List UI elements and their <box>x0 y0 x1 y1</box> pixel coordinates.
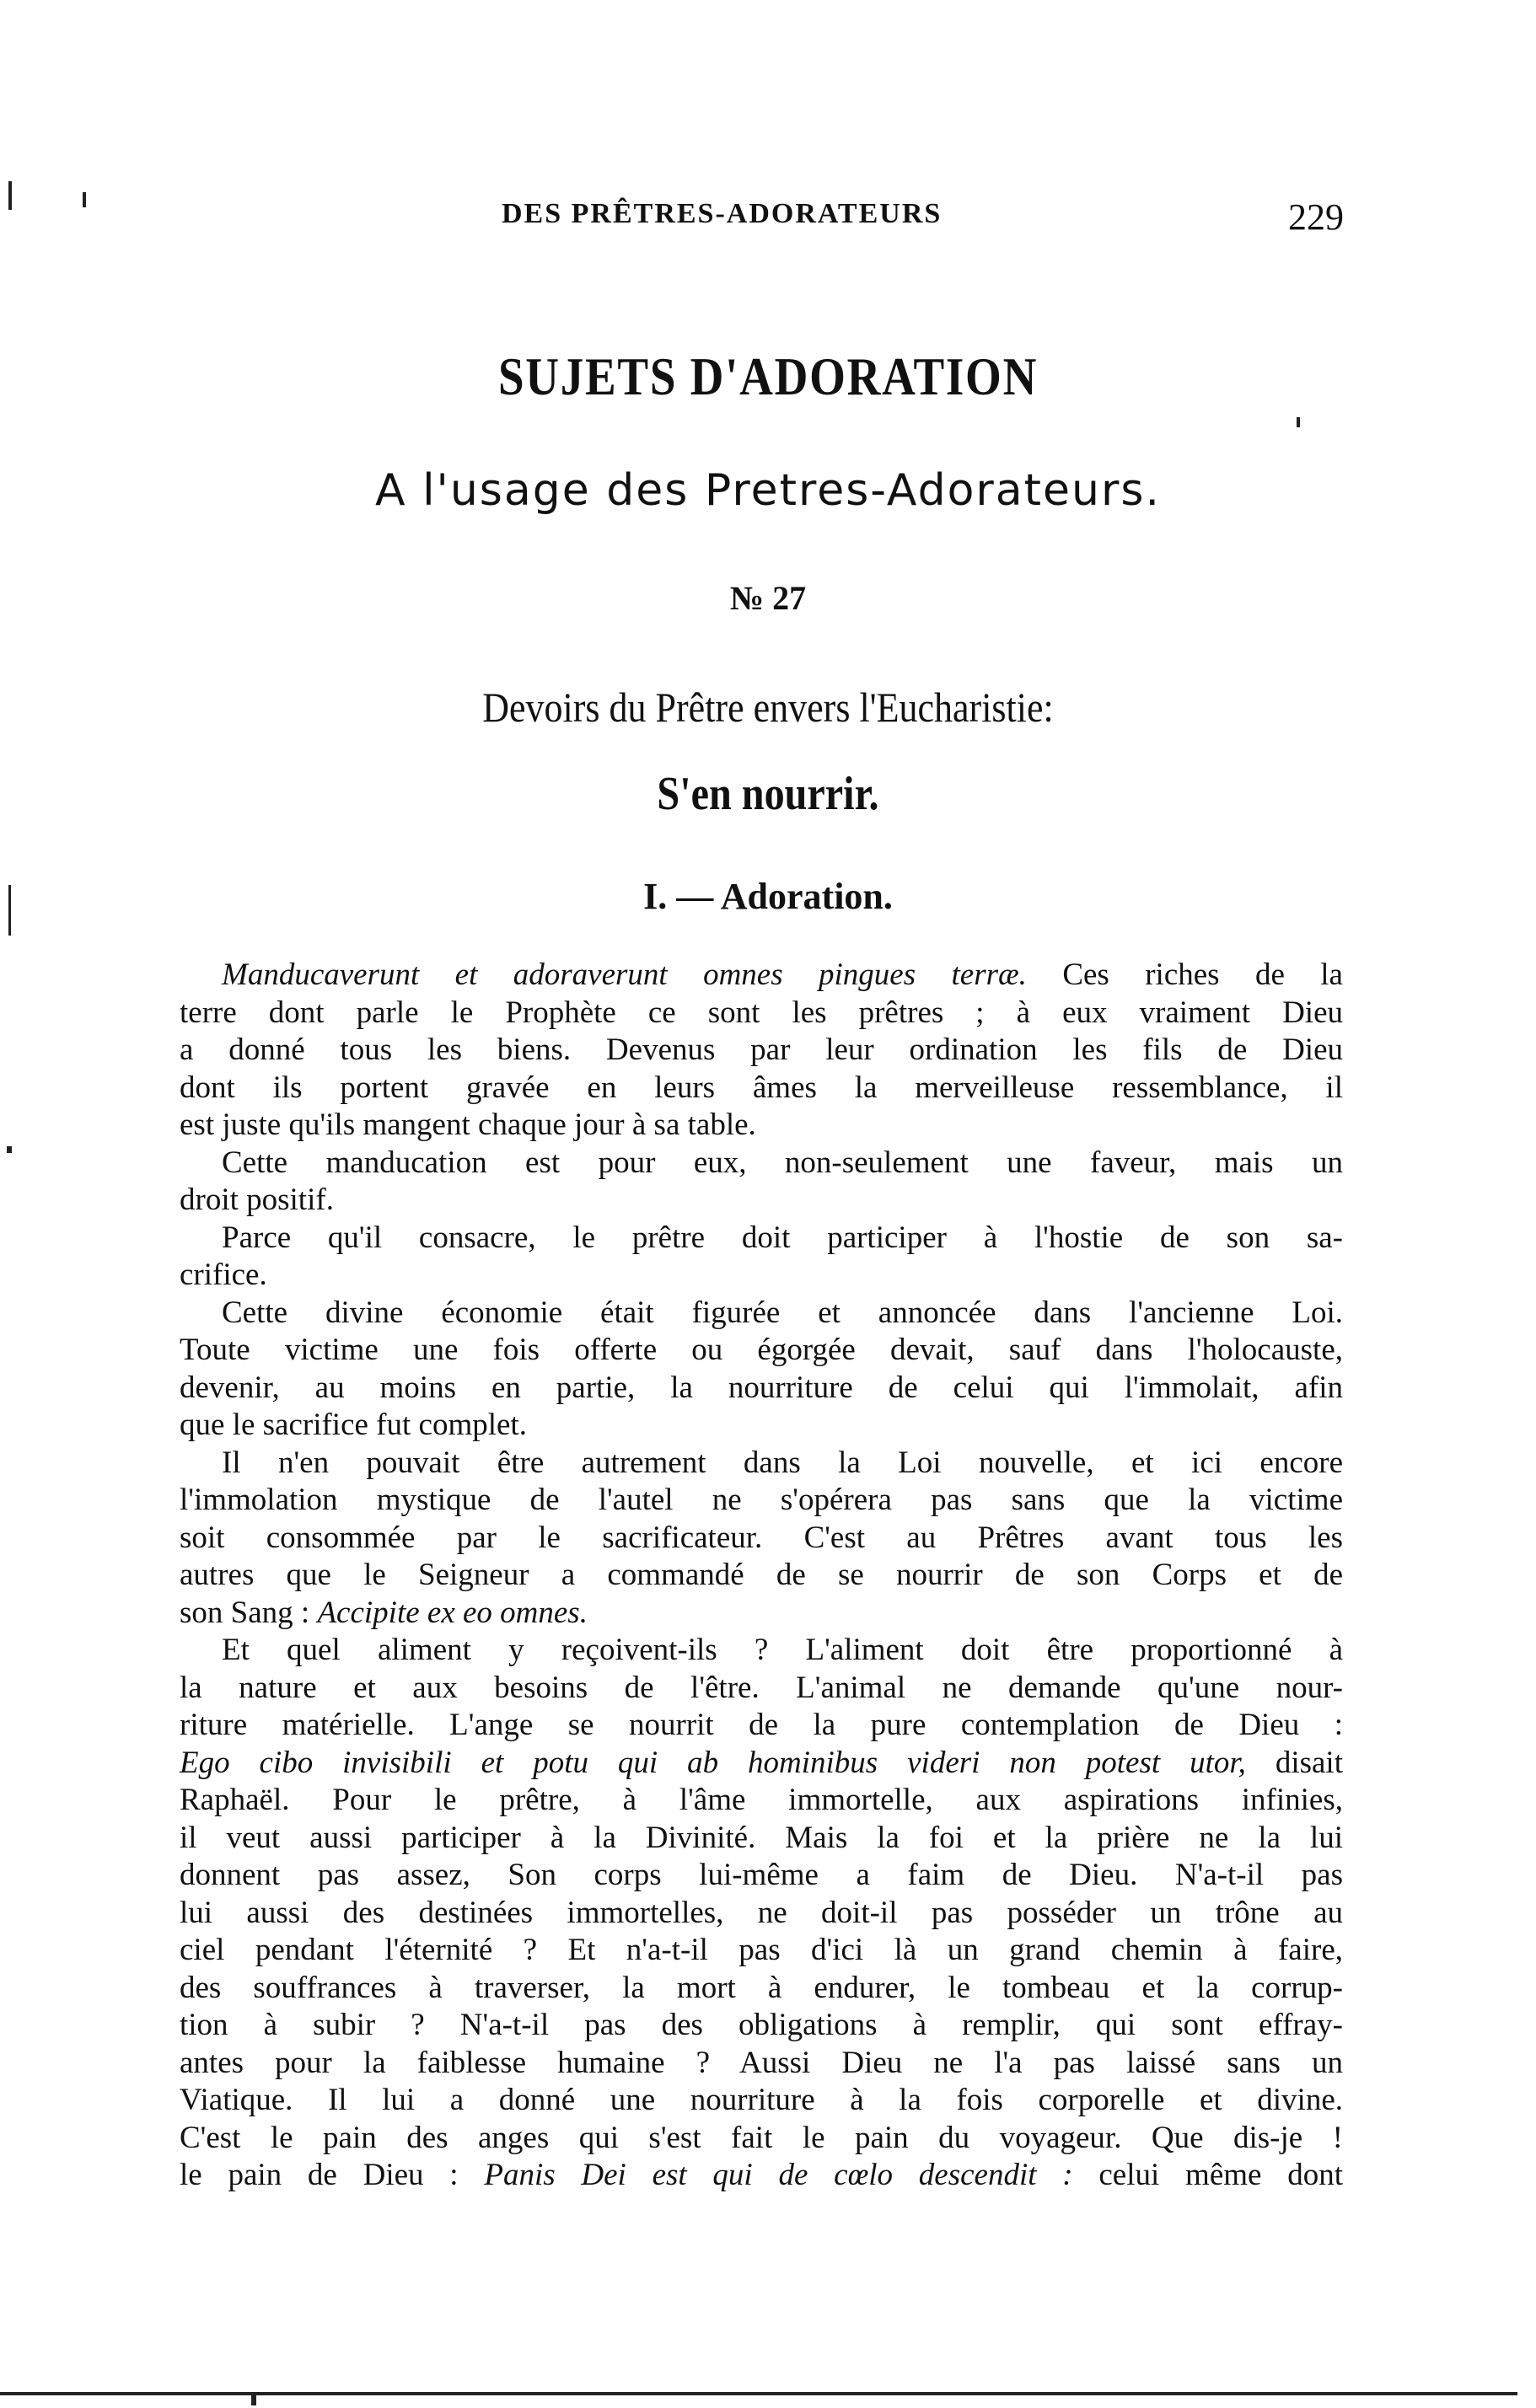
page-title: SUJETS D'ADORATION <box>497 346 1039 406</box>
scan-speck <box>83 192 86 207</box>
text-line <box>180 2157 1343 2195</box>
text-line: Il n'en pouvait être autrement dans la Loi nouvelle, et ici encore <box>222 1445 1343 1480</box>
text-line: crifice. <box>180 1258 267 1292</box>
text-line: autres que le Seigneur a commandé de se nourrir de son Corps et de <box>180 1558 1343 1592</box>
text-span: Ces riches de la <box>1026 957 1343 992</box>
text-line: ciel pendant l'éternité ? Et n'a-t-il pas d'ici là un grand chemin à faire, <box>180 1933 1343 1967</box>
text-line: soit consommée par le sacrificateur. C'est au Prêtres avant tous les <box>180 1520 1343 1555</box>
body-text <box>180 957 1343 2195</box>
subject-subheading: S'en nourrir. <box>657 768 879 820</box>
text-line: donnent pas assez, Son corps lui-même a faim de Dieu. N'a-t-il pas <box>180 1858 1343 1892</box>
text-span: celui même dont <box>1072 2158 1344 2192</box>
running-title: DES PRÊTRES-ADORATEURS <box>502 198 943 229</box>
text-line: Cette manducation est pour eux, non-seulement une faveur, mais un <box>222 1145 1343 1180</box>
text-line: des souffrances à traverser, la mort à endurer, le tombeau et la corrup- <box>180 1970 1343 2005</box>
text-line: la nature et aux besoins de l'être. L'animal ne demande qu'une nour- <box>180 1670 1343 1705</box>
text-span: son Sang : <box>180 1595 318 1630</box>
text-line: Cette divine économie était figurée et annoncée dans l'ancienne Loi. <box>222 1295 1343 1330</box>
text-line: devenir, au moins en partie, la nourriture de celui qui l'immolait, afin <box>180 1370 1343 1405</box>
text-line: est juste qu'ils mangent chaque jour à sa table. <box>180 1107 756 1142</box>
text-line: terre dont parle le Prophète ce sont les prêtres ; à eux vraiment Dieu <box>180 995 1343 1030</box>
text-line: Toute victime une fois offerte ou égorgée devait, sauf dans l'holocauste, <box>180 1333 1343 1367</box>
text-line: l'immolation mystique de l'autel ne s'opérera pas sans que la victime <box>180 1483 1343 1517</box>
text-line: Et quel aliment y reçoivent-ils ? L'aliment doit être proportionné à <box>222 1633 1343 1667</box>
text-line: a donné tous les biens. Devenus par leur ordination les fils de Dieu <box>180 1032 1343 1067</box>
text-line: Viatique. Il lui a donné une nourriture à la fois corporelle et divine. <box>180 2083 1343 2117</box>
subject-heading: Devoirs du Prêtre envers l'Eucharistie: <box>482 684 1054 731</box>
text-line: dont ils portent gravée en leurs âmes la merveilleuse ressemblance, il <box>180 1070 1343 1105</box>
latin-quote: Accipite ex eo omnes. <box>317 1595 588 1630</box>
scan-speck <box>7 1146 12 1153</box>
latin-quote: Panis Dei est qui de cœlo descendit : <box>484 2158 1073 2192</box>
page-subtitle: A l'usage des Pretres-Adorateurs. <box>375 465 1161 516</box>
scan-speck <box>8 885 11 936</box>
text-line <box>180 1745 1343 1783</box>
scan-speck <box>251 2394 256 2405</box>
text-line: droit positif. <box>180 1183 334 1217</box>
text-span: disait <box>1245 1745 1343 1780</box>
text-line: Raphaël. Pour le prêtre, à l'âme immortelle, aux aspirations infinies, <box>180 1783 1343 1817</box>
latin-quote: Ego cibo invisibili et potu qui ab hominibus videri non potest utor, <box>180 1745 1246 1780</box>
bottom-rule <box>0 2392 1517 2395</box>
text-line: antes pour la faiblesse humaine ? Aussi Dieu ne l'a pas laissé sans un <box>180 2045 1343 2080</box>
text-line: Parce qu'il consacre, le prêtre doit participer à l'hostie de son sa- <box>222 1220 1343 1255</box>
text-line: lui aussi des destinées immortelles, ne doit-il pas posséder un trône au <box>180 1895 1343 1930</box>
text-line: tion à subir ? N'a-t-il pas des obligations à remplir, qui sont effray- <box>180 2008 1343 2042</box>
text-line: il veut aussi participer à la Divinité. Mais la foi et la prière ne la lui <box>180 1820 1343 1855</box>
text-line: que le sacrifice fut complet. <box>180 1408 527 1442</box>
text-span: le pain de Dieu : <box>180 2158 485 2192</box>
text-line: riture matérielle. L'ange se nourrit de la pure contemplation de Dieu : <box>180 1708 1343 1742</box>
scan-speck <box>8 181 12 210</box>
text-line <box>180 957 1343 995</box>
text-line: C'est le pain des anges qui s'est fait le pain du voyageur. Que dis-je ! <box>180 2120 1343 2155</box>
text-line <box>180 1595 1343 1633</box>
latin-quote: Manducaverunt et adoraverunt omnes pingues terræ. <box>222 957 1027 992</box>
scan-speck <box>1297 417 1300 427</box>
section-heading: I. — Adoration. <box>643 876 893 917</box>
page-number: 229 <box>1288 196 1344 238</box>
subject-number: № 27 <box>729 579 807 617</box>
